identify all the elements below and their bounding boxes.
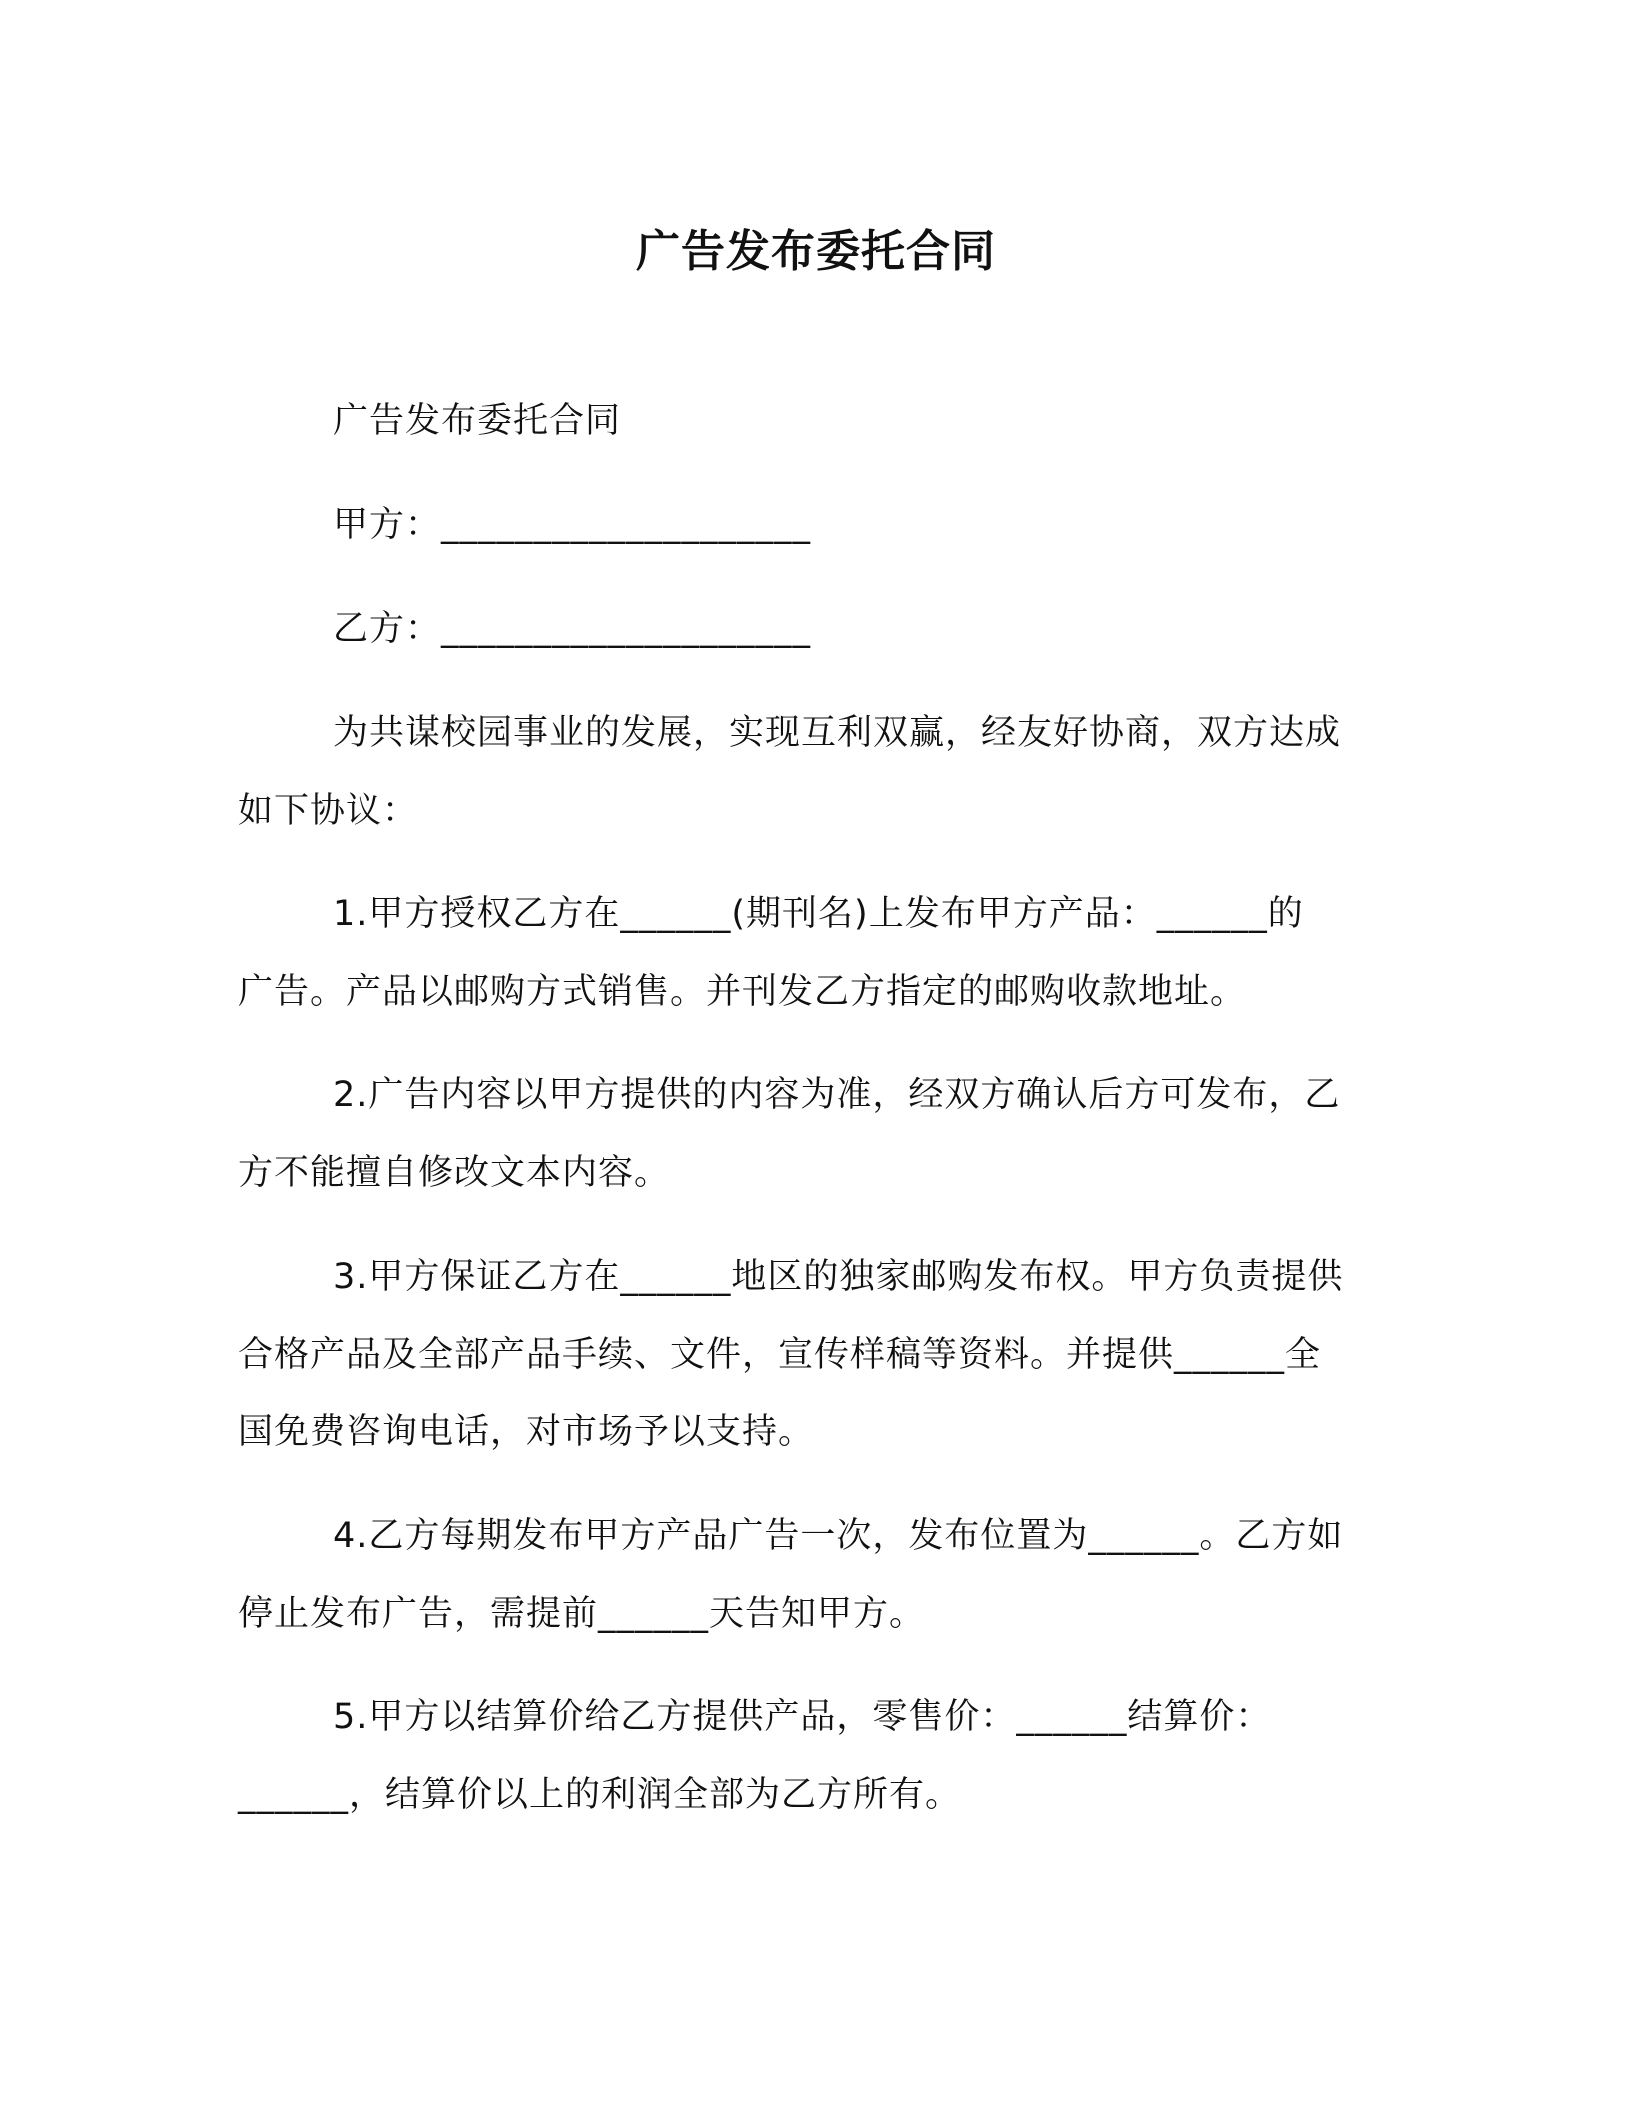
intro-line-2: 如下协议： [238, 791, 419, 831]
clause-5-line-1: 5.甲方以结算价给乙方提供产品，零售价：______结算价： [333, 1697, 1272, 1737]
party-b-line: 乙方：____________________ [333, 609, 812, 649]
clause-5-line-2: ______，结算价以上的利润全部为乙方所有。 [238, 1775, 962, 1815]
clause-1-line-2: 广告。产品以邮购方式销售。并刊发乙方指定的邮购收款地址。 [238, 972, 1247, 1012]
clause-2-line-1: 2.广告内容以甲方提供的内容为准，经双方确认后方可发布，乙 [333, 1075, 1341, 1115]
clause-2-line-2: 方不能擅自修改文本内容。 [238, 1153, 671, 1193]
clause-4-line-1: 4.乙方每期发布甲方产品广告一次，发布位置为______。乙方如 [333, 1516, 1344, 1556]
party-a-line: 甲方：____________________ [333, 505, 812, 545]
intro-line-1: 为共谋校园事业的发展，实现互利双赢，经友好协商，双方达成 [333, 713, 1342, 753]
clause-3-line-2: 合格产品及全部产品手续、文件，宣传样稿等资料。并提供______全 [238, 1335, 1322, 1375]
document-title: 广告发布委托合同 [636, 226, 996, 277]
clause-4-line-2: 停止发布广告，需提前______天告知甲方。 [238, 1594, 926, 1634]
clause-3-line-3: 国免费咨询电话，对市场予以支持。 [238, 1412, 815, 1452]
clause-3-line-1: 3.甲方保证乙方在______地区的独家邮购发布权。甲方负责提供 [333, 1257, 1344, 1297]
document-subtitle: 广告发布委托合同 [333, 401, 622, 441]
clause-1-line-1: 1.甲方授权乙方在______(期刊名)上发布甲方产品：______的 [333, 894, 1304, 934]
